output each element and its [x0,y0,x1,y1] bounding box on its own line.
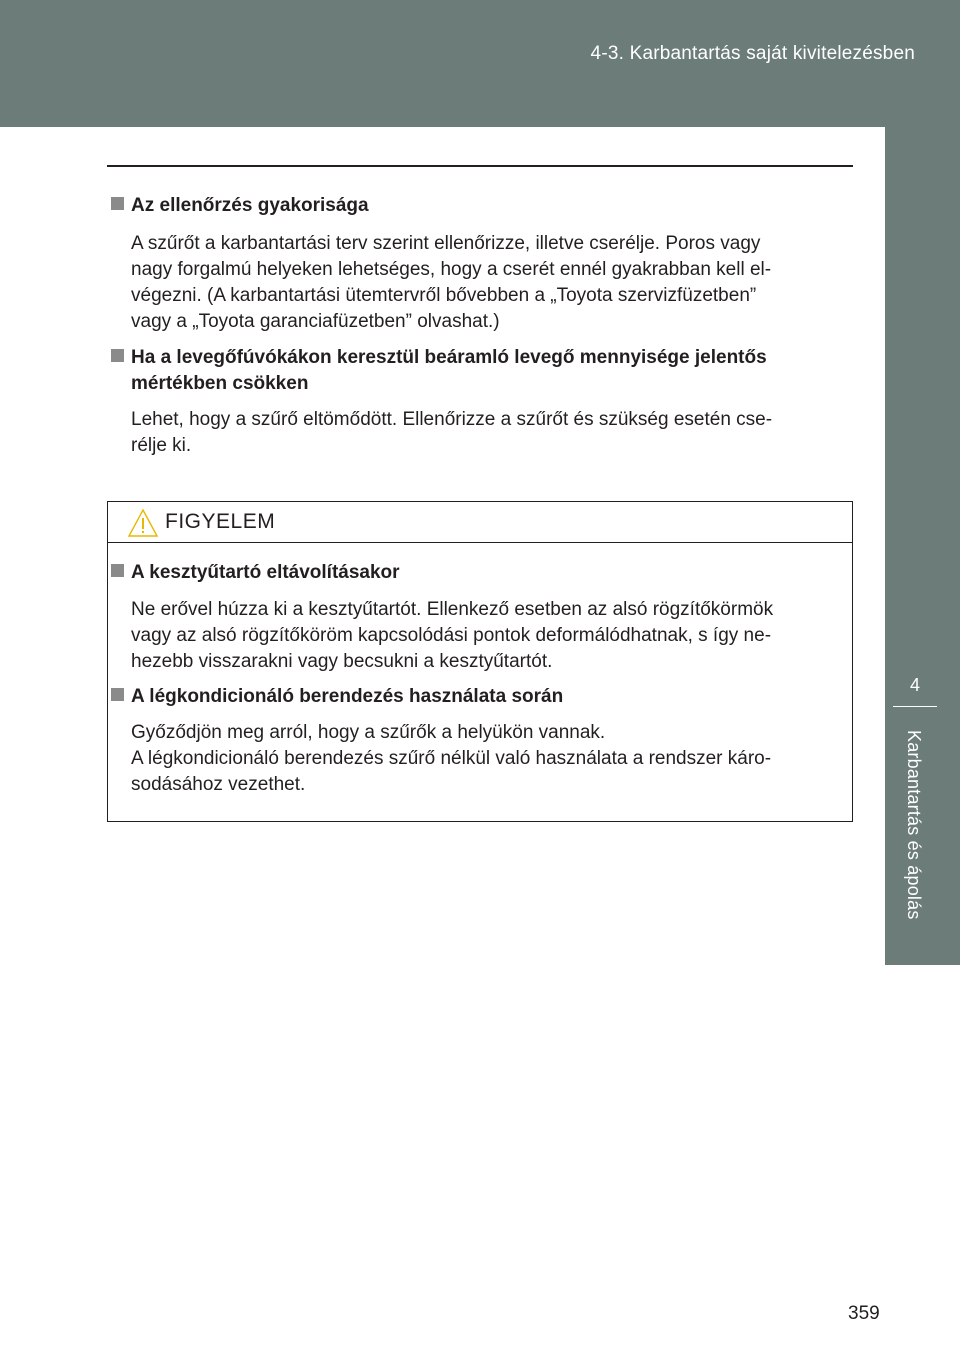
paragraph-line: végezni. (A karbantartási ütemtervről bővebben a „Toyota szervizfüzetben” [131,285,757,306]
paragraph-line: vagy a „Toyota garanciafüzetben” olvashat.) [131,311,500,332]
paragraph-line: Ne erővel húzza ki a kesztyűtartót. Ellenkező esetben az alsó rögzítőkörmök [131,599,774,620]
warning-item-paragraph [131,720,841,798]
top-rule [107,165,853,167]
chapter-label: Karbantartás és ápolás [904,730,924,920]
heading-line: mértékben csökken [131,373,309,394]
section-heading [111,345,131,371]
page-number: 359 [848,1303,880,1324]
bullet-square-icon [111,688,124,701]
section-paragraph [131,231,841,335]
chapter-divider [893,706,937,707]
bullet-square-icon [111,564,124,577]
paragraph-line: nagy forgalmú helyeken lehetséges, hogy a cserét ennél gyakrabban kell el- [131,259,772,280]
warning-item-heading [111,560,400,586]
heading-line: Ha a levegőfúvókákon keresztül beáramló levegő mennyisége jelentős [131,347,767,368]
paragraph-line: A légkondicionáló berendezés szűrő nélkül való használata a rendszer káro- [131,748,772,769]
warning-item-heading-text: A kesztyűtartó eltávolításakor [131,562,400,583]
warning-triangle-icon [128,509,158,537]
section-heading-text [131,345,842,397]
warning-item-heading [111,684,563,710]
bullet-square-icon [111,197,124,210]
section-heading [111,193,369,219]
paragraph-line: vagy az alsó rögzítőköröm kapcsolódási pontok deformálódhatnak, s így ne- [131,625,772,646]
warning-item-heading-text: A légkondicionáló berendezés használata során [131,686,564,707]
section-paragraph [131,407,841,459]
paragraph-line: hezebb visszarakni vagy becsukni a kesztyűtartót. [131,651,553,672]
paragraph-line: rélje ki. [131,435,192,456]
warning-header-rule [108,542,852,543]
warning-title: FIGYELEM [165,510,276,533]
bullet-square-icon [111,349,124,362]
section-heading-text: Az ellenőrzés gyakorisága [131,195,369,216]
warning-item-paragraph [131,597,841,675]
paragraph-line: A szűrőt a karbantartási terv szerint ellenőrizze, illetve cserélje. Poros vagy [131,233,761,254]
chapter-number: 4 [909,675,920,695]
paragraph-line: Lehet, hogy a szűrő eltömődött. Ellenőrizze a szűrőt és szükség esetén cse- [131,409,773,430]
paragraph-line: Győződjön meg arról, hogy a szűrők a helyükön vannak. [131,722,606,743]
paragraph-line: sodásához vezethet. [131,774,306,795]
page-header-title: 4-3. Karbantartás saját kivitelezésben [590,43,915,64]
